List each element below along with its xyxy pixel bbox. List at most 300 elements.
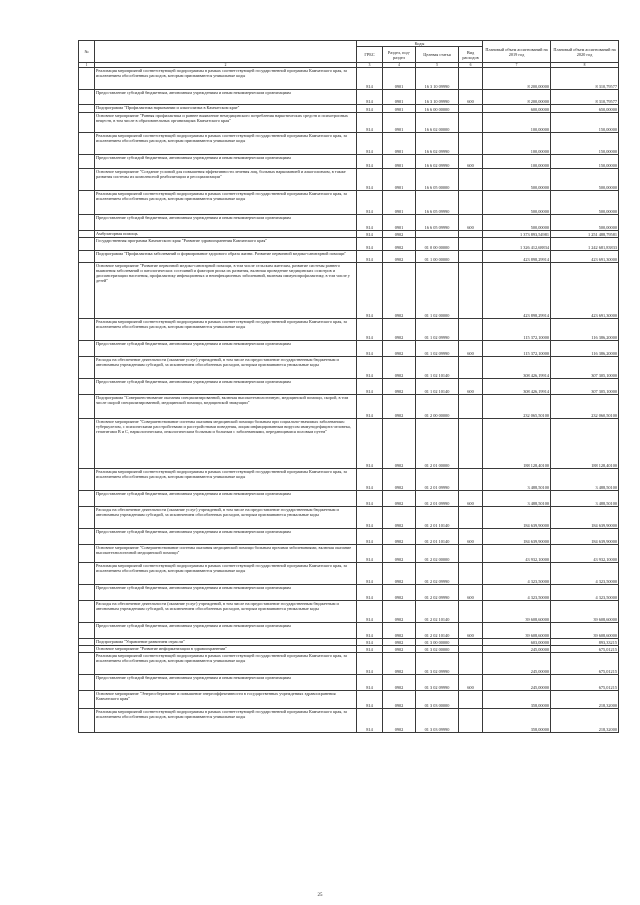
col-number: 6 <box>459 63 483 68</box>
row-vr <box>459 545 483 563</box>
row-razdel: 0902 <box>383 238 416 251</box>
row-amount-2019: 1 326 412,68834 <box>483 238 551 251</box>
row-amount-2019: 308 426,19914 <box>483 379 551 395</box>
table-row <box>79 653 619 675</box>
row-amount-2020: 500,00000 <box>551 215 619 231</box>
row-csr: 01 3 03 09990 <box>416 709 459 733</box>
row-amount-2019: 188 128,40100 <box>483 419 551 469</box>
table-row <box>79 491 619 507</box>
row-amount-2019: 184 639,90000 <box>483 529 551 545</box>
row-num <box>79 105 95 113</box>
table-row <box>79 419 619 469</box>
row-amount-2019: 308 426,19914 <box>483 357 551 379</box>
row-grbs: 814 <box>357 646 383 653</box>
row-name: Предоставление субсидий бюджетным, автономным учреждениям и иным некоммерческим организациям <box>95 155 357 169</box>
row-grbs: 814 <box>357 263 383 319</box>
row-name: Предоставление субсидий бюджетным, автономным учреждениям и иным некоммерческим организациям <box>95 585 357 601</box>
row-csr: 01 2 01 00000 <box>416 419 459 469</box>
header-year-2019: Плановый объем ассигнований на 2019 год <box>483 41 551 63</box>
col-number: 7 <box>483 63 551 68</box>
header-vr: Вид расходов <box>459 47 483 63</box>
table-body <box>79 68 619 733</box>
row-amount-2019: 423 898,29914 <box>483 263 551 319</box>
table-row <box>79 379 619 395</box>
row-csr: 01 2 01 09990 <box>416 469 459 491</box>
row-grbs: 814 <box>357 709 383 733</box>
row-amount-2020: 39 608,60000 <box>551 601 619 623</box>
row-grbs: 814 <box>357 133 383 155</box>
table-row <box>79 68 619 90</box>
row-razdel: 0902 <box>383 623 416 639</box>
header-grbs: ГРБС <box>357 47 383 63</box>
row-amount-2020: 218,32000 <box>551 709 619 733</box>
row-vr <box>459 709 483 733</box>
row-num <box>79 545 95 563</box>
row-amount-2019: 1 373 893,54981 <box>483 231 551 238</box>
row-vr <box>459 68 483 90</box>
row-num <box>79 639 95 646</box>
row-num <box>79 563 95 585</box>
row-num <box>79 709 95 733</box>
row-grbs: 814 <box>357 601 383 623</box>
row-amount-2019: 500,00000 <box>483 191 551 215</box>
table-row <box>79 113 619 133</box>
row-amount-2020: 4 323,50000 <box>551 563 619 585</box>
row-name: Основное мероприятие "Создание условий для повышения эффективности лечения лиц, больных наркоманией и алкоголизмом, в также развития системы их комплексной реабилитации и ресоциализации" <box>95 169 357 191</box>
row-amount-2019: 423 898,29914 <box>483 251 551 263</box>
row-vr: 600 <box>459 585 483 601</box>
table-row <box>79 691 619 709</box>
row-amount-2020: 4 323,50000 <box>551 585 619 601</box>
row-csr: 01 1 02 10140 <box>416 357 459 379</box>
header-razdel: Раздел, под-раздел <box>383 47 416 63</box>
row-vr <box>459 105 483 113</box>
row-num <box>79 251 95 263</box>
row-amount-2020: 150,00000 <box>551 133 619 155</box>
row-name: Предоставление субсидий бюджетным, автономным учреждениям и иным некоммерческим организациям <box>95 341 357 357</box>
row-amount-2020: 43 932,10000 <box>551 545 619 563</box>
row-vr <box>459 691 483 709</box>
row-grbs: 814 <box>357 238 383 251</box>
table-row <box>79 469 619 491</box>
row-amount-2019: 245,00000 <box>483 646 551 653</box>
row-csr: 16 3 10 09990 <box>416 68 459 90</box>
table-row <box>79 563 619 585</box>
row-num <box>79 601 95 623</box>
row-amount-2020: 150,00000 <box>551 155 619 169</box>
row-grbs: 814 <box>357 341 383 357</box>
row-csr: 01 2 02 10140 <box>416 601 459 623</box>
row-razdel: 0902 <box>383 709 416 733</box>
row-vr <box>459 191 483 215</box>
row-razdel: 0902 <box>383 601 416 623</box>
row-csr: 01 3 00 00000 <box>416 639 459 646</box>
row-amount-2019: 358,00000 <box>483 709 551 733</box>
row-razdel: 0902 <box>383 341 416 357</box>
row-csr: 16 6 05 09990 <box>416 191 459 215</box>
row-csr: 01 2 01 10140 <box>416 507 459 529</box>
row-grbs: 814 <box>357 191 383 215</box>
row-vr: 600 <box>459 623 483 639</box>
table-row <box>79 529 619 545</box>
row-razdel: 0902 <box>383 491 416 507</box>
table-row <box>79 507 619 529</box>
table-row <box>79 263 619 319</box>
row-razdel: 0902 <box>383 319 416 341</box>
header-year-2020: Плановый объем ассигнований на 2020 год <box>551 41 619 63</box>
row-vr <box>459 113 483 133</box>
row-csr: 01 3 03 00000 <box>416 691 459 709</box>
document-page <box>78 40 618 733</box>
row-vr: 600 <box>459 341 483 357</box>
row-amount-2019: 8 200,00000 <box>483 68 551 90</box>
row-amount-2020: 184 639,90000 <box>551 507 619 529</box>
row-name: Основное мероприятие "Ранняя профилактика и раннее выявление немедицинского потребления наркотических средств и психотропных веществ, в том числе в образовательных организациях Камчатского края" <box>95 113 357 133</box>
row-num <box>79 419 95 469</box>
table-row <box>79 675 619 691</box>
row-vr: 600 <box>459 215 483 231</box>
row-grbs: 814 <box>357 395 383 419</box>
row-num <box>79 68 95 90</box>
row-num <box>79 215 95 231</box>
row-razdel: 0901 <box>383 215 416 231</box>
row-name: Реализация мероприятий соответствующей подпрограммы в рамках соответствующей государственной программы Камчатского края, за исключением обособленных расходов, которым присваиваются уникальные коды <box>95 191 357 215</box>
row-name: Подпрограмма "Управление развитием отрасли" <box>95 639 357 646</box>
row-amount-2020: 650,00000 <box>551 105 619 113</box>
row-amount-2020: 8 310,79577 <box>551 68 619 90</box>
row-name: Предоставление субсидий бюджетным, автономным учреждениям и иным некоммерческим организациям <box>95 491 357 507</box>
row-csr: 16 6 02 09990 <box>416 133 459 155</box>
row-vr <box>459 601 483 623</box>
row-amount-2020: 218,32000 <box>551 691 619 709</box>
row-num <box>79 491 95 507</box>
row-name: Предоставление субсидий бюджетным, автономным учреждениям и иным некоммерческим организациям <box>95 675 357 691</box>
row-num <box>79 395 95 419</box>
row-razdel: 0902 <box>383 469 416 491</box>
row-grbs: 814 <box>357 231 383 238</box>
row-grbs: 814 <box>357 653 383 675</box>
row-amount-2020: 1 242 681,83833 <box>551 238 619 251</box>
row-num <box>79 238 95 251</box>
row-razdel: 0902 <box>383 251 416 263</box>
row-csr: 01 2 00 00000 <box>416 395 459 419</box>
row-vr: 600 <box>459 379 483 395</box>
row-amount-2020: 893,33215 <box>551 639 619 646</box>
row-num <box>79 507 95 529</box>
row-amount-2019: 115 372,10000 <box>483 319 551 341</box>
row-razdel: 0902 <box>383 419 416 469</box>
col-number: 5 <box>416 63 459 68</box>
table-row <box>79 105 619 113</box>
row-razdel: 0901 <box>383 113 416 133</box>
row-vr <box>459 238 483 251</box>
row-num <box>79 357 95 379</box>
row-amount-2020: 39 608,60000 <box>551 623 619 639</box>
row-amount-2019: 100,00000 <box>483 155 551 169</box>
row-num <box>79 319 95 341</box>
row-csr: 01 3 02 09990 <box>416 675 459 691</box>
table-row <box>79 215 619 231</box>
row-amount-2019: 600,00000 <box>483 105 551 113</box>
col-number: 3 <box>357 63 383 68</box>
row-num <box>79 191 95 215</box>
row-csr: 16 6 05 00000 <box>416 169 459 191</box>
table-row <box>79 623 619 639</box>
row-amount-2019: 43 932,10000 <box>483 545 551 563</box>
row-csr: 01 1 02 00000 <box>416 263 459 319</box>
row-razdel: 0901 <box>383 155 416 169</box>
row-amount-2019: 603,00000 <box>483 639 551 646</box>
row-name: Амбулаторная помощь <box>95 231 357 238</box>
col-number: 1 <box>79 63 95 68</box>
row-grbs: 814 <box>357 169 383 191</box>
table-row <box>79 357 619 379</box>
row-num <box>79 691 95 709</box>
row-csr: 16 6 05 09990 <box>416 215 459 231</box>
row-csr: 16 6 02 00000 <box>416 113 459 133</box>
table-row <box>79 585 619 601</box>
page-number: 25 <box>317 893 323 898</box>
row-amount-2020: 3 488,50100 <box>551 469 619 491</box>
row-amount-2020: 675,01215 <box>551 646 619 653</box>
row-name: Реализация мероприятий соответствующей подпрограммы в рамках соответствующей государственной программы Камчатского края, за исключением обособленных расходов, которым присваиваются уникальные коды <box>95 68 357 90</box>
row-amount-2019: 3 488,50100 <box>483 491 551 507</box>
row-name: Основное мероприятие "Энергосбережение и повышение энергоэффективности в государственных учреждениях здравоохранения Камчатского края" <box>95 691 357 709</box>
row-amount-2020: 500,00000 <box>551 169 619 191</box>
row-csr: 01 2 01 09990 <box>416 491 459 507</box>
row-num <box>79 529 95 545</box>
header-name <box>95 41 357 63</box>
row-csr: 01 3 02 09990 <box>416 653 459 675</box>
row-grbs: 814 <box>357 155 383 169</box>
row-grbs: 814 <box>357 639 383 646</box>
row-grbs: 814 <box>357 357 383 379</box>
row-grbs: 814 <box>357 113 383 133</box>
table-row <box>79 133 619 155</box>
row-grbs: 814 <box>357 563 383 585</box>
table-row <box>79 155 619 169</box>
row-vr <box>459 469 483 491</box>
row-num <box>79 469 95 491</box>
row-grbs: 814 <box>357 419 383 469</box>
row-num <box>79 169 95 191</box>
row-amount-2020: 307 305,10000 <box>551 357 619 379</box>
row-grbs: 814 <box>357 491 383 507</box>
row-name: Государственная программа Камчатского края "Развитие здравоохранения Камчатского края" <box>95 238 357 251</box>
table-row <box>79 395 619 419</box>
row-num <box>79 113 95 133</box>
row-name: Расходы на обеспечение деятельности (оказание услуг) учреждений, в том числе на предоставление государственным бюджетным и автономным учреждениям субсидий, за исключением обособленных расходов, которым присваиваются уникальные коды <box>95 601 357 623</box>
row-vr <box>459 357 483 379</box>
row-grbs: 814 <box>357 105 383 113</box>
row-amount-2019: 100,00000 <box>483 133 551 155</box>
row-name: Реализация мероприятий соответствующей подпрограммы в рамках соответствующей государственной программы Камчатского края, за исключением обособленных расходов, которым присваиваются уникальные коды <box>95 469 357 491</box>
table-row <box>79 639 619 646</box>
row-amount-2019: 3 488,50100 <box>483 469 551 491</box>
row-razdel: 0901 <box>383 90 416 105</box>
row-amount-2020: 8 310,79577 <box>551 90 619 105</box>
row-grbs: 814 <box>357 585 383 601</box>
row-csr: 01 2 01 10140 <box>416 529 459 545</box>
row-vr <box>459 646 483 653</box>
row-razdel: 0901 <box>383 105 416 113</box>
budget-table <box>78 40 619 733</box>
row-razdel: 0901 <box>383 191 416 215</box>
row-vr <box>459 133 483 155</box>
row-num <box>79 263 95 319</box>
table-row <box>79 251 619 263</box>
table-row <box>79 90 619 105</box>
row-grbs: 814 <box>357 251 383 263</box>
row-amount-2020: 116 386,20000 <box>551 341 619 357</box>
row-razdel: 0902 <box>383 379 416 395</box>
row-amount-2020: 150,00000 <box>551 113 619 133</box>
row-amount-2019: 39 608,60000 <box>483 601 551 623</box>
row-vr <box>459 653 483 675</box>
row-vr: 600 <box>459 491 483 507</box>
row-vr <box>459 319 483 341</box>
row-grbs: 814 <box>357 545 383 563</box>
table-row <box>79 545 619 563</box>
row-razdel: 0902 <box>383 529 416 545</box>
row-razdel: 0902 <box>383 646 416 653</box>
row-grbs: 814 <box>357 623 383 639</box>
row-vr <box>459 251 483 263</box>
row-num <box>79 646 95 653</box>
table-row <box>79 646 619 653</box>
table-row <box>79 341 619 357</box>
row-num <box>79 155 95 169</box>
row-vr <box>459 639 483 646</box>
row-razdel: 0901 <box>383 133 416 155</box>
row-razdel: 0902 <box>383 395 416 419</box>
row-grbs: 814 <box>357 90 383 105</box>
row-vr <box>459 419 483 469</box>
row-grbs: 814 <box>357 469 383 491</box>
row-amount-2020: 307 305,10000 <box>551 379 619 395</box>
row-vr <box>459 395 483 419</box>
table-row <box>79 231 619 238</box>
row-amount-2020: 675,01215 <box>551 675 619 691</box>
row-grbs: 814 <box>357 68 383 90</box>
row-amount-2020: 423 691,30000 <box>551 251 619 263</box>
table-row <box>79 169 619 191</box>
row-csr: 01 2 02 10140 <box>416 623 459 639</box>
row-csr: 01 0 00 00000 <box>416 238 459 251</box>
table-row <box>79 601 619 623</box>
row-name: Реализация мероприятий соответствующей подпрограммы в рамках соответствующей государственной программы Камчатского края, за исключением обособленных расходов, которым присваиваются уникальные коды <box>95 563 357 585</box>
row-razdel: 0902 <box>383 357 416 379</box>
row-csr: 01 2 02 09990 <box>416 563 459 585</box>
row-razdel: 0901 <box>383 169 416 191</box>
row-razdel: 0902 <box>383 691 416 709</box>
row-razdel: 0902 <box>383 639 416 646</box>
col-number: 2 <box>95 63 357 68</box>
row-grbs: 814 <box>357 691 383 709</box>
row-name: Реализация мероприятий соответствующей подпрограммы в рамках соответствующей государственной программы Камчатского края, за исключением обособленных расходов, которым присваиваются уникальные коды <box>95 653 357 675</box>
row-amount-2019: 500,00000 <box>483 169 551 191</box>
row-vr <box>459 507 483 529</box>
row-amount-2019: 8 200,00000 <box>483 90 551 105</box>
row-num <box>79 379 95 395</box>
row-amount-2019: 184 639,90000 <box>483 507 551 529</box>
header-num: № <box>79 41 95 63</box>
row-num <box>79 653 95 675</box>
header-csr: Целевая статья <box>416 47 459 63</box>
row-amount-2019: 232 065,50100 <box>483 395 551 419</box>
row-csr: 16 6 02 09990 <box>416 155 459 169</box>
row-vr <box>459 231 483 238</box>
col-number: 4 <box>383 63 416 68</box>
row-amount-2020: 3 488,50100 <box>551 491 619 507</box>
row-amount-2019: 39 608,60000 <box>483 623 551 639</box>
row-amount-2019: 245,00000 <box>483 675 551 691</box>
row-grbs: 814 <box>357 379 383 395</box>
row-grbs: 814 <box>357 507 383 529</box>
row-amount-2020: 675,01215 <box>551 653 619 675</box>
row-name: Реализация мероприятий соответствующей подпрограммы в рамках соответствующей государственной программы Камчатского края, за исключением обособленных расходов, которым присваиваются уникальные коды <box>95 319 357 341</box>
row-name: Подпрограмма "Совершенствование оказания специализированной, включая высокотехнологичную, медицинской помощи, скорой, в том числе скорой специализированной, медицинской помощи, медицинской эвакуации" <box>95 395 357 419</box>
table-row <box>79 709 619 733</box>
row-name: Основное мероприятие "Развитие информатизации в здравоохранении" <box>95 646 357 653</box>
row-amount-2020: 500,00000 <box>551 191 619 215</box>
row-razdel: 0901 <box>383 68 416 90</box>
row-grbs: 814 <box>357 675 383 691</box>
row-razdel: 0902 <box>383 675 416 691</box>
row-name: Предоставление субсидий бюджетным, автономным учреждениям и иным некоммерческим организациям <box>95 623 357 639</box>
row-name: Предоставление субсидий бюджетным, автономным учреждениям и иным некоммерческим организациям <box>95 379 357 395</box>
row-razdel: 0902 <box>383 263 416 319</box>
row-name: Основное мероприятие "Развитие первичной медико-санитарной помощи, в том числе сельским жителям, развитие системы раннего выявления заболеваний и патологических состояний и факторов риска их развития, включая проведение медицинских осмотров и диспансеризации населения, профилактику инфекционных и неинфекционных заболеваний, включая иммунопрофилактику, в том числе у детей" <box>95 263 357 319</box>
row-name: Реализация мероприятий соответствующей подпрограммы в рамках соответствующей государственной программы Камчатского края, за исключением обособленных расходов, которым присваиваются уникальные коды <box>95 709 357 733</box>
row-amount-2020: 116 386,20000 <box>551 319 619 341</box>
table-row <box>79 319 619 341</box>
row-name: Подпрограмма "Профилактика заболеваний и формирование здорового образа жизни. Развитие первичной медико-санитарной помощи" <box>95 251 357 263</box>
table-row <box>79 191 619 215</box>
row-num <box>79 133 95 155</box>
row-amount-2020: 184 639,90000 <box>551 529 619 545</box>
row-name: Основное мероприятие "Совершенствование системы оказания медицинской помощи больным при социально-значимых заболеваниях: туберкулезом, с психическими расстройствами и расстройствами поведения, лицам инфицированным вирусом иммунодефицита человека, гепатитами В и С, наркологическим, онкологическим больным и больным с заболеваниями, передающимися половым путем" <box>95 419 357 469</box>
row-csr: 16 6 00 00000 <box>416 105 459 113</box>
row-num <box>79 90 95 105</box>
row-amount-2019: 100,00000 <box>483 113 551 133</box>
row-num <box>79 623 95 639</box>
row-grbs: 814 <box>357 215 383 231</box>
row-num <box>79 231 95 238</box>
header-codes-group: Коды <box>357 41 483 47</box>
row-csr: 01 1 02 09990 <box>416 319 459 341</box>
row-num <box>79 675 95 691</box>
row-name: Предоставление субсидий бюджетным, автономным учреждениям и иным некоммерческим организациям <box>95 215 357 231</box>
row-vr: 600 <box>459 155 483 169</box>
row-razdel: 0902 <box>383 585 416 601</box>
row-razdel: 0902 <box>383 507 416 529</box>
row-name: Расходы на обеспечение деятельности (оказание услуг) учреждений, в том числе на предоставление государственным бюджетным и автономным учреждениям субсидий, за исключением обособленных расходов, которым присваиваются уникальные коды <box>95 357 357 379</box>
row-razdel: 0902 <box>383 231 416 238</box>
row-amount-2019: 245,00000 <box>483 653 551 675</box>
row-name: Основное мероприятие "Совершенствование системы оказания медицинской помощи больным прочими заболеваниями, включая оказание высокотехнологичной медицинской помощи" <box>95 545 357 563</box>
row-amount-2020: 188 128,40100 <box>551 419 619 469</box>
row-vr <box>459 263 483 319</box>
row-csr: 01 1 02 10140 <box>416 379 459 395</box>
row-amount-2020: 1 251 488,79581 <box>551 231 619 238</box>
row-csr <box>416 231 459 238</box>
row-csr: 01 1 00 00000 <box>416 251 459 263</box>
row-vr <box>459 169 483 191</box>
row-csr: 01 1 02 09990 <box>416 341 459 357</box>
row-name: Подпрограмма "Профилактика наркомании и алкоголизма в Камчатском крае" <box>95 105 357 113</box>
table-row <box>79 238 619 251</box>
